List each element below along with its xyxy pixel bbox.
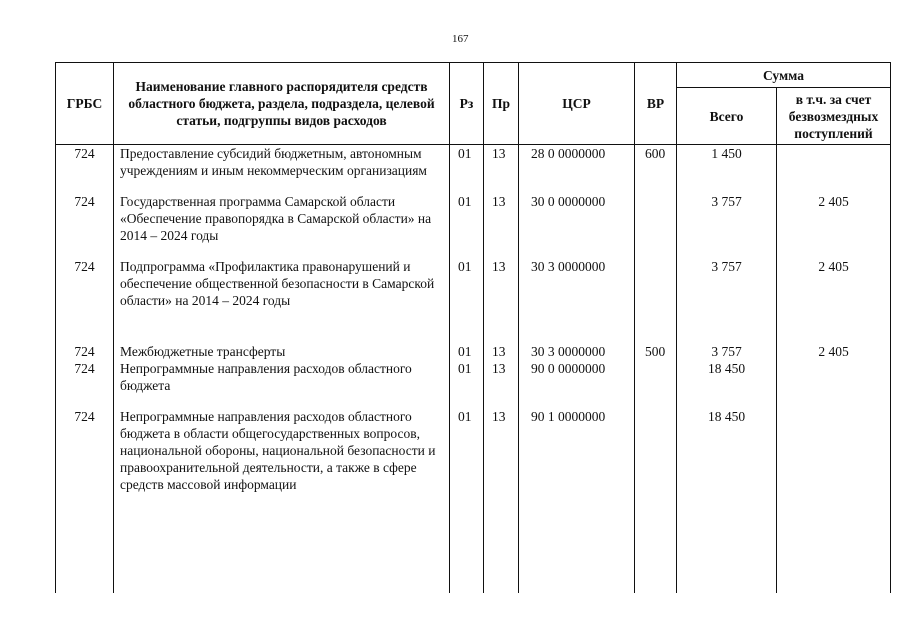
cell-pr: 13: [484, 145, 519, 180]
header-csr: ЦСР: [519, 63, 635, 145]
cell-vr: 600: [635, 145, 677, 180]
header-vr: ВР: [635, 63, 677, 145]
header-grants: в т.ч. за счет безвозмездных поступлений: [777, 88, 891, 145]
cell-name: Государственная программа Самарской области «Обеспечение правопорядка в Самарской области» на 2014 – 2024 годы: [114, 193, 450, 244]
cell-grants: [777, 145, 891, 180]
cell-grants: 2 405: [777, 193, 891, 244]
cell-rz: 01: [450, 360, 484, 394]
table-row: [56, 145, 891, 180]
cell-grbs: 724: [56, 343, 114, 360]
cell-vr: 500: [635, 343, 677, 360]
cell-grants: 2 405: [777, 258, 891, 309]
cell-grants: [777, 408, 891, 493]
table-row: [56, 343, 891, 360]
cell-vr: [635, 193, 677, 244]
cell-grbs: 724: [56, 145, 114, 180]
cell-rz: 01: [450, 145, 484, 180]
cell-pr: 13: [484, 408, 519, 493]
cell-name: Непрограммные направления расходов областного бюджета: [114, 360, 450, 394]
cell-csr: 90 0 0000000: [519, 360, 635, 394]
cell-pr: 13: [484, 360, 519, 394]
cell-name: Непрограммные направления расходов областного бюджета в области общегосударственных вопросов, национальной обороны, национальной безопасности и правоохранительной деятельности, а также в сфере средств массовой информации: [114, 408, 450, 493]
cell-vr: [635, 360, 677, 394]
cell-name: Подпрограмма «Профилактика правонарушений и обеспечение общественной безопасности в Самарской области» на 2014 – 2024 годы: [114, 258, 450, 309]
header-sum: Сумма: [677, 63, 891, 88]
table-row: [56, 360, 891, 394]
cell-rz: 01: [450, 408, 484, 493]
cell-grbs: 724: [56, 258, 114, 309]
cell-grbs: 724: [56, 193, 114, 244]
table-body: [56, 145, 891, 594]
cell-csr: 90 1 0000000: [519, 408, 635, 493]
cell-csr: 28 0 0000000: [519, 145, 635, 180]
cell-rz: 01: [450, 343, 484, 360]
header-total: Всего: [677, 88, 777, 145]
table-row: [56, 408, 891, 493]
table-row: [56, 193, 891, 244]
header-name: Наименование главного распорядителя средств областного бюджета, раздела, подраздела, целевой статьи, подгруппы видов расходов: [114, 63, 450, 145]
budget-table: [55, 62, 891, 593]
cell-name: Межбюджетные трансферты: [114, 343, 450, 360]
cell-csr: 30 0 0000000: [519, 193, 635, 244]
header-grbs: ГРБС: [56, 63, 114, 145]
cell-vr: [635, 408, 677, 493]
header-rz: Рз: [450, 63, 484, 145]
cell-rz: 01: [450, 193, 484, 244]
cell-name: Предоставление субсидий бюджетным, автономным учреждениям и иным некоммерческим организациям: [114, 145, 450, 180]
cell-vr: [635, 258, 677, 309]
cell-grbs: 724: [56, 360, 114, 394]
table-row: [56, 258, 891, 309]
page-number: 167: [452, 33, 469, 45]
cell-grbs: 724: [56, 408, 114, 493]
cell-grants: 2 405: [777, 343, 891, 360]
cell-total: 3 757: [677, 193, 777, 244]
cell-csr: 30 3 0000000: [519, 258, 635, 309]
cell-total: 18 450: [677, 360, 777, 394]
table-header: [56, 63, 891, 145]
cell-pr: 13: [484, 193, 519, 244]
cell-total: 1 450: [677, 145, 777, 180]
cell-grants: [777, 360, 891, 394]
cell-total: 3 757: [677, 343, 777, 360]
cell-csr: 30 3 0000000: [519, 343, 635, 360]
cell-rz: 01: [450, 258, 484, 309]
cell-total: 18 450: [677, 408, 777, 493]
cell-pr: 13: [484, 343, 519, 360]
cell-pr: 13: [484, 258, 519, 309]
cell-total: 3 757: [677, 258, 777, 309]
header-pr: Пр: [484, 63, 519, 145]
